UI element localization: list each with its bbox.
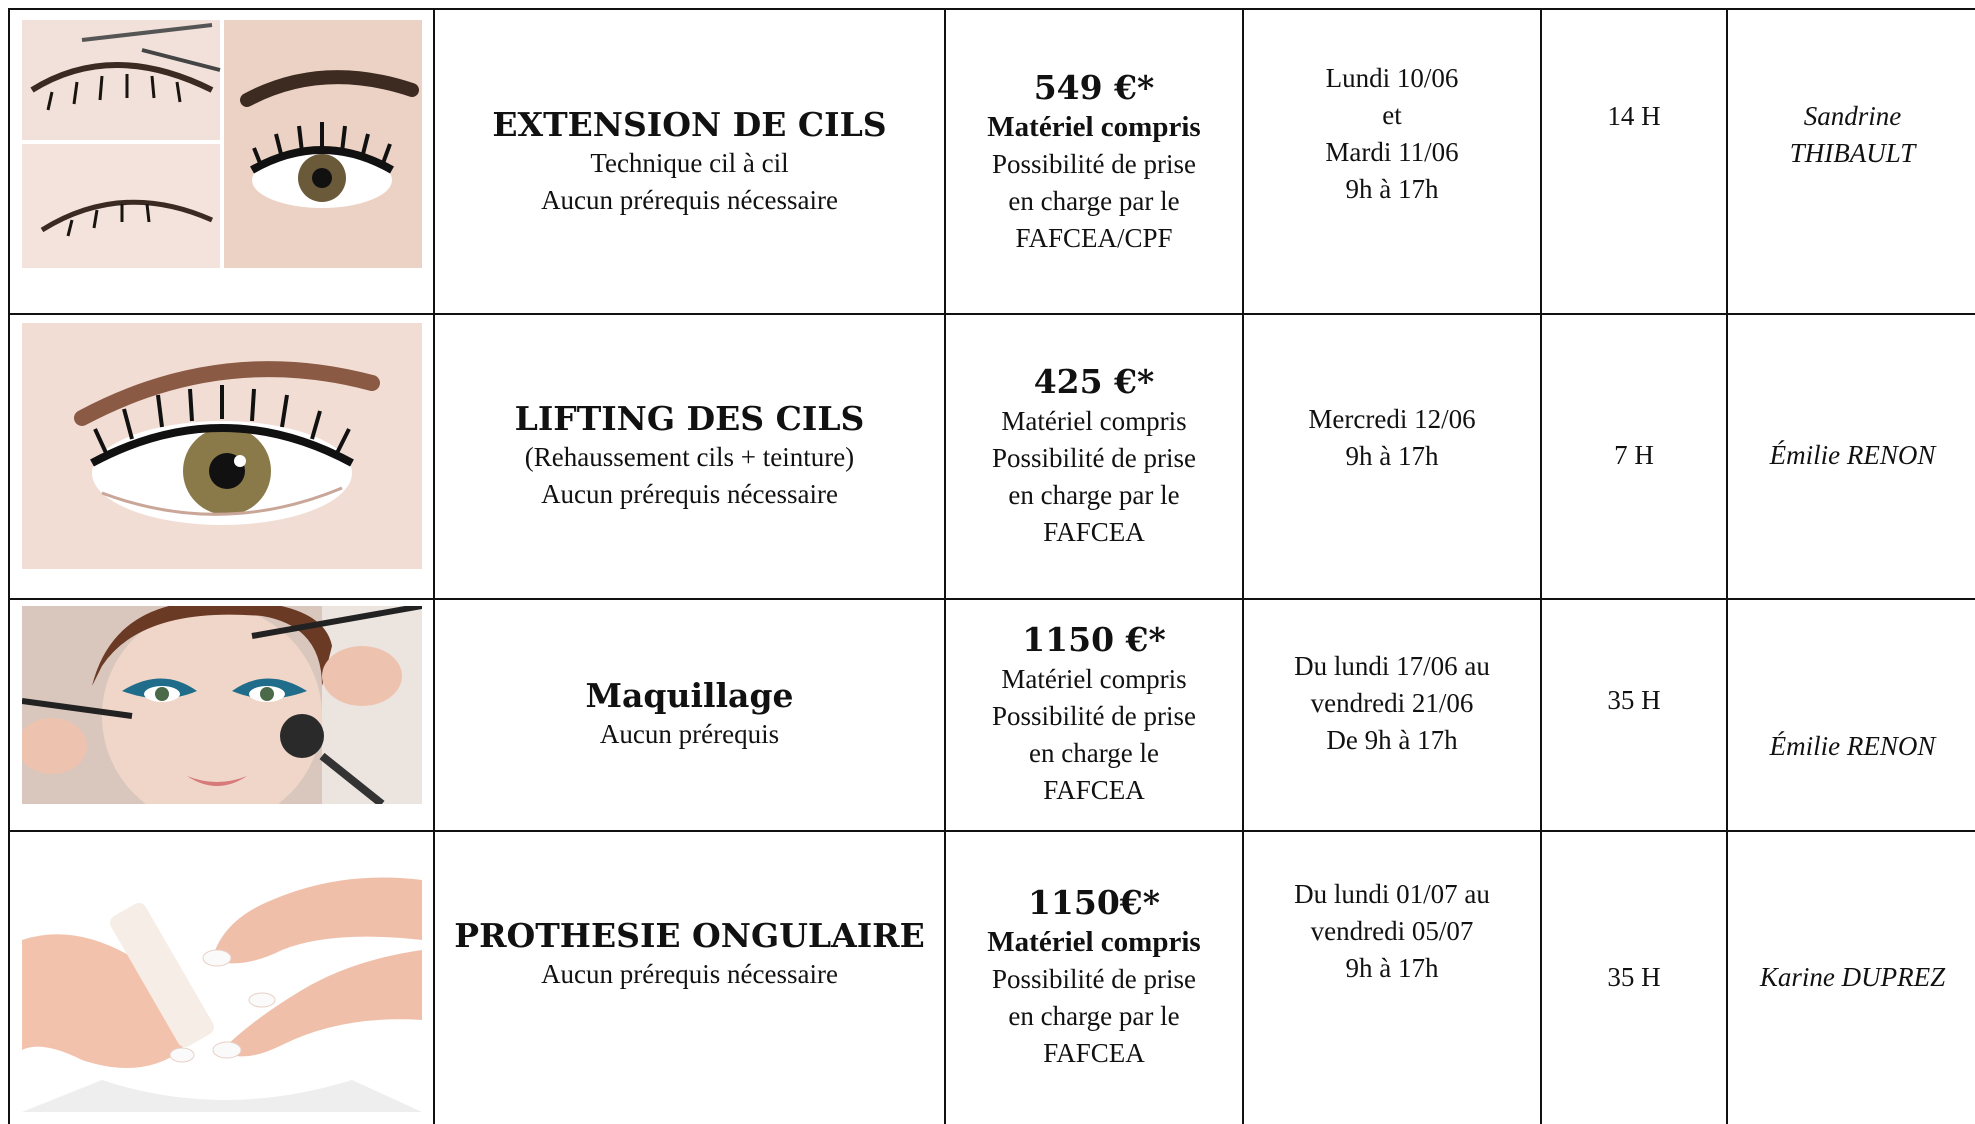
price-note-line: en charge par le [1008, 479, 1180, 510]
training-name-cell [435, 313, 946, 598]
price-note-line: Possibilité de prise [992, 442, 1196, 473]
date-line: De 9h à 17h [1326, 725, 1458, 755]
nail-prosthesis-photo [22, 850, 422, 1112]
duration-cell [1542, 830, 1728, 1124]
date-line: Lundi 10/06 [1325, 63, 1459, 93]
training-name-cell [435, 10, 946, 313]
price-note-line: Possibilité de prise [992, 701, 1196, 731]
duration-value: 14 H [1607, 101, 1661, 131]
price-note-line: en charge par le [1008, 185, 1180, 216]
price-note-line: FAFCEA/CPF [1015, 222, 1173, 253]
dates-cell [1244, 598, 1542, 830]
price-value: 425 €* [1033, 361, 1155, 401]
dates-cell [1244, 830, 1542, 1124]
date-line: Du lundi 17/06 au [1294, 651, 1490, 681]
duration-cell [1542, 313, 1728, 598]
date-line: vendredi 05/07 [1310, 916, 1474, 946]
price-cell [946, 830, 1244, 1124]
training-subtitle-line: Aucun prérequis nécessaire [541, 959, 838, 989]
price-note-line: Matériel compris [1001, 664, 1187, 694]
training-title: LIFTING DES CILS [514, 398, 865, 438]
dates-cell [1244, 313, 1542, 598]
date-line: Mardi 11/06 [1325, 137, 1459, 167]
photo-cell [10, 10, 435, 313]
table-row [10, 313, 1975, 600]
price-cell [946, 10, 1244, 313]
training-subtitle-line: Technique cil à cil [590, 147, 789, 178]
photo-cell [10, 830, 435, 1124]
price-note-line: en charge par le [1008, 1001, 1180, 1031]
trainer-name-line: Sandrine [1803, 101, 1902, 131]
price-note-line: Matériel compris [1001, 405, 1187, 436]
date-line: 9h à 17h [1345, 441, 1439, 471]
training-title: EXTENSION DE CILS [492, 104, 887, 144]
trainer-cell [1728, 830, 1975, 1124]
price-note-line: en charge le [1029, 738, 1159, 768]
dates-cell [1244, 10, 1542, 313]
price-note-line: Possibilité de prise [992, 964, 1196, 994]
trainer-name-line: Émilie RENON [1769, 440, 1936, 470]
price-value: 1150€* [1027, 883, 1161, 922]
price-note-line: Matériel compris [987, 110, 1201, 143]
training-subtitle-line: Aucun prérequis [599, 718, 780, 749]
training-subtitle-line: Aucun prérequis nécessaire [541, 478, 838, 509]
photo-cell [10, 598, 435, 830]
duration-cell [1542, 10, 1728, 313]
training-title: Maquillage [585, 675, 794, 715]
price-note-line: FAFCEA [1043, 1038, 1145, 1068]
trainer-name-line: Émilie RENON [1769, 731, 1936, 761]
eyelash-extension-photo [22, 20, 422, 268]
duration-value: 35 H [1607, 961, 1661, 992]
price-value: 549 €* [1033, 67, 1155, 107]
photo-cell [10, 313, 435, 598]
table-row [10, 10, 1975, 315]
price-value: 1150 €* [1022, 620, 1166, 659]
trainer-cell [1728, 10, 1975, 313]
duration-value: 35 H [1607, 685, 1661, 715]
training-title: PROTHESIE ONGULAIRE [454, 916, 925, 955]
price-note-line: Matériel compris [987, 926, 1201, 958]
duration-cell [1542, 598, 1728, 830]
makeup-photo [22, 606, 422, 804]
price-cell [946, 598, 1244, 830]
date-line: vendredi 21/06 [1310, 688, 1474, 718]
duration-value: 7 H [1614, 440, 1654, 470]
price-note-line: Possibilité de prise [992, 148, 1196, 179]
table-row [10, 830, 1975, 1124]
date-line: et [1382, 100, 1402, 130]
training-subtitle-line: (Rehaussement cils + teinture) [524, 441, 855, 472]
training-subtitle-line: Aucun prérequis nécessaire [541, 184, 838, 215]
trainer-cell [1728, 598, 1975, 830]
training-name-cell [435, 598, 946, 830]
price-note-line: FAFCEA [1043, 775, 1145, 805]
trainer-cell [1728, 313, 1975, 598]
date-line: Du lundi 01/07 au [1294, 879, 1490, 909]
lash-lifting-photo [22, 323, 422, 569]
price-cell [946, 313, 1244, 598]
table-row [10, 598, 1975, 832]
training-name-cell [435, 830, 946, 1124]
trainer-name-line: THIBAULT [1789, 138, 1916, 168]
price-note-line: FAFCEA [1043, 516, 1145, 547]
date-line: Mercredi 12/06 [1308, 404, 1476, 434]
date-line: 9h à 17h [1345, 953, 1439, 983]
date-line: 9h à 17h [1345, 174, 1439, 204]
training-schedule-table [8, 8, 1975, 1124]
trainer-name-line: Karine DUPREZ [1759, 961, 1946, 992]
